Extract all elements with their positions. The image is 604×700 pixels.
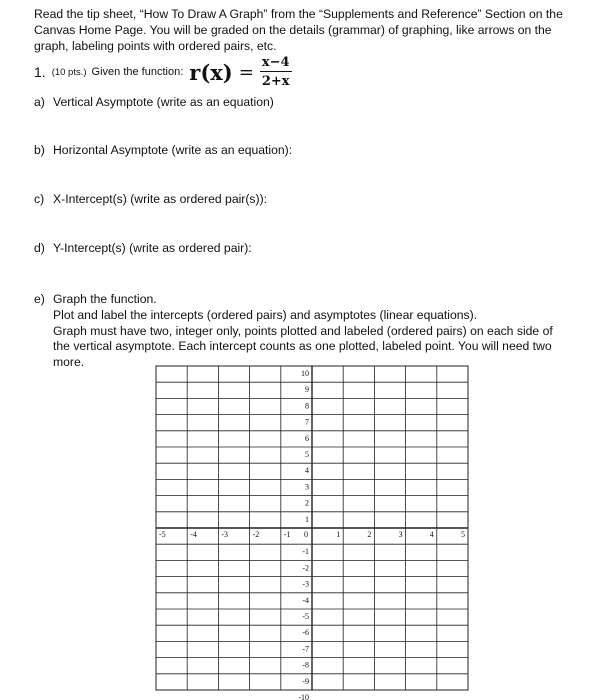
question-prompt: Given the function: <box>91 66 184 78</box>
equals-sign: = <box>238 61 254 83</box>
y-tick-label: -4 <box>302 595 309 605</box>
y-tick-label: -10 <box>298 693 309 700</box>
x-tick-label: -1 <box>283 530 291 539</box>
instructions-paragraph: Read the tip sheet, “How To Draw A Graph” from the “Supplements and Reference” Section on the Canvas Home Page. You will be graded on the details (grammar) of graphing, like arrows on the graph, labeling points with ordered pairs, etc. <box>34 7 563 53</box>
fraction-denominator: 2+x <box>261 74 290 89</box>
y-tick-label: 8 <box>305 401 309 411</box>
y-tick-label: -2 <box>302 563 309 573</box>
fraction-numerator: x−4 <box>261 55 290 70</box>
part-e-line-1: Plot and label the intercepts (ordered pairs) and asymptotes (linear equations). <box>53 308 478 322</box>
y-tick-label: 7 <box>305 417 309 427</box>
part-c-text: X-Intercept(s) (write as ordered pair(s)): <box>53 192 268 206</box>
part-b-letter: b) <box>34 143 45 157</box>
y-tick-label: 3 <box>305 482 309 492</box>
y-tick-label: -7 <box>302 644 309 654</box>
y-tick-label: -9 <box>302 676 309 686</box>
y-tick-label: -6 <box>302 628 309 638</box>
y-tick-label: 2 <box>305 498 309 508</box>
function-name: r(x) <box>189 59 233 85</box>
part-e-text: Graph the function. <box>53 292 157 306</box>
part-a-text: Vertical Asymptote (write as an equation) <box>53 95 274 109</box>
x-tick-label: 5 <box>461 530 465 539</box>
part-e-letter: e) <box>34 292 45 306</box>
x-tick-label: -3 <box>221 530 229 539</box>
x-tick-label: -2 <box>252 530 260 539</box>
part-b-text: Horizontal Asymptote (write as an equation): <box>53 143 293 157</box>
y-tick-label: 6 <box>305 433 309 443</box>
y-tick-label: 1 <box>305 514 309 524</box>
y-tick-label: -3 <box>302 579 309 589</box>
y-tick-label: 9 <box>305 385 309 395</box>
y-tick-label: 4 <box>305 466 309 476</box>
y-tick-label: -5 <box>302 612 309 621</box>
part-e-line-2: Graph must have two, integer only, points plotted and labeled (ordered pairs) on each side of the vertical asymptote. Each intercept counts as one plotted, labeled point. You will need two more. <box>53 323 553 369</box>
part-d-text: Y-Intercept(s) (write as ordered pair): <box>53 241 252 255</box>
x-tick-label: 4 <box>429 530 434 539</box>
question-number: 1. <box>34 64 46 80</box>
x-tick-label: -4 <box>190 530 197 539</box>
origin-label: 0 <box>304 530 308 539</box>
part-a-letter: a) <box>34 95 45 109</box>
x-tick-label: 1 <box>336 530 341 539</box>
y-tick-label: 5 <box>305 450 309 459</box>
y-tick-label: -1 <box>302 547 309 557</box>
question-points: (10 pts.) <box>51 66 87 78</box>
y-tick-label: 10 <box>301 369 309 378</box>
y-tick-label: -8 <box>302 660 309 670</box>
x-tick-label: 2 <box>367 530 372 539</box>
part-d-letter: d) <box>34 241 45 255</box>
x-tick-label: -5 <box>159 530 166 539</box>
part-c-letter: c) <box>34 192 45 206</box>
x-tick-label: 3 <box>398 530 403 539</box>
